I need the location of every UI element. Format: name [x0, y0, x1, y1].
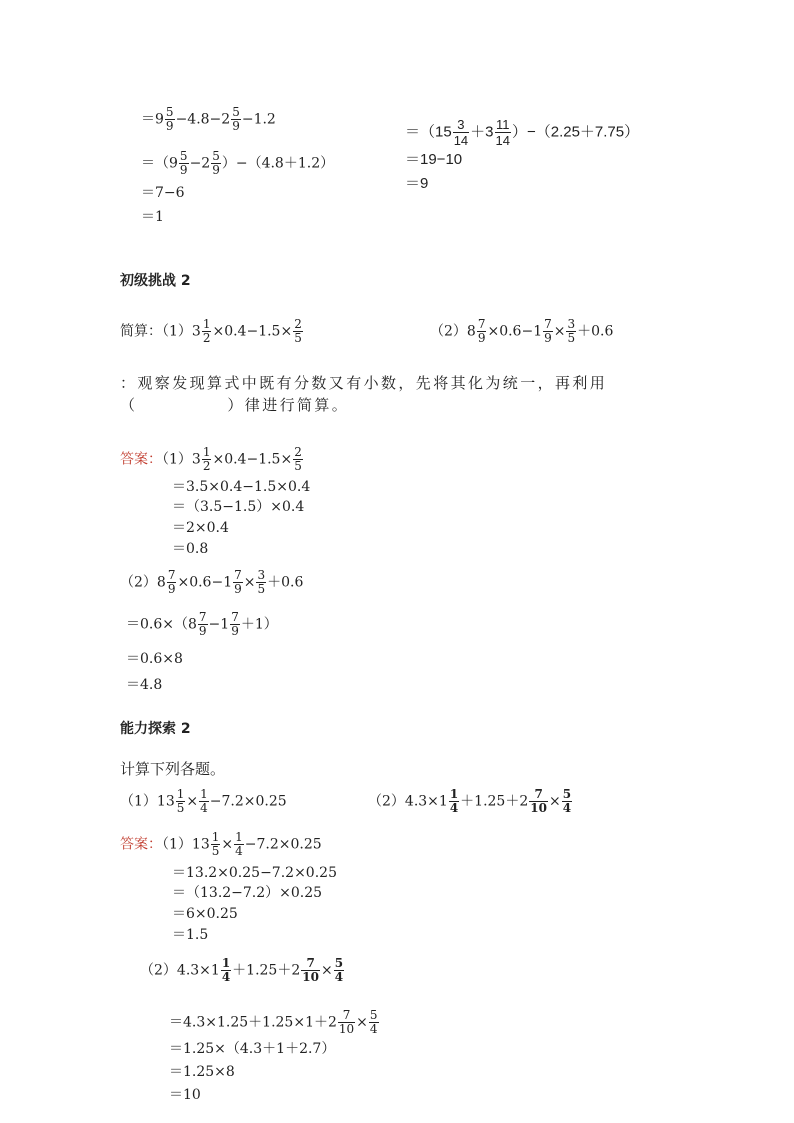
answer-1-step: ＝（3.5−1.5）×0.4 [172, 499, 305, 515]
answer-4-step: ＝4.3×1.25＋1.25×1＋2 $\frac{7}{10}$ × $\frac{5}{4}$ [169, 1008, 378, 1036]
top-right-line-2: ＝19−10 [405, 151, 463, 168]
answer-1-step: ＝3.5×0.4−1.5×0.4 [172, 479, 311, 495]
answer-3-step: ＝1.5 [172, 927, 209, 943]
top-left-line-1: ＝9 $\frac{5}{9}$ −4.8−2 $\frac{5}{9}$ −1.2 [141, 105, 276, 133]
problem-2-line: （2）8 $\frac{7}{9}$ ×0.6−1 $\frac{7}{9}$ × $\frac{3}{5}$ ＋0.6 [430, 317, 614, 345]
answer-2: （2）8 $\frac{7}{9}$ ×0.6−1 $\frac{7}{9}$ × $\frac{3}{5}$ ＋0.6 [120, 568, 304, 596]
answer-1: 答案：（1）3 $\frac{1}{2}$ ×0.4−1.5× $\frac{2}{5}$ [120, 445, 302, 473]
answer-4-step: ＝10 [169, 1087, 201, 1103]
answer-3-step: ＝6×0.25 [172, 906, 238, 922]
top-right-line-1: ＝（15 $\frac{3}{14}$ ＋3 $\frac{11}{14}$ ）−（2.25＋7.75） [405, 117, 640, 148]
answer-3: 答案：（1）13 $\frac{1}{5}$ × $\frac{1}{4}$ −7.2×0.25 [120, 830, 322, 858]
answer-label: 答案： [120, 835, 162, 852]
section-intro: 计算下列各题。 [120, 760, 226, 778]
answer-3-step: ＝13.2×0.25−7.2×0.25 [172, 865, 337, 881]
top-left-line-4: ＝1 [141, 209, 164, 225]
answer-label: 答案： [120, 450, 162, 467]
answer-2-step: ＝0.6×8 [126, 651, 183, 667]
answer-1-step: ＝2×0.4 [172, 520, 229, 536]
answer-2-step: ＝0.6×（8 $\frac{7}{9}$ −1 $\frac{7}{9}$ ＋1） [126, 610, 278, 638]
answer-3-step: ＝（13.2−7.2）×0.25 [172, 885, 323, 901]
answer-4: （2）4.3×1 $\frac{1}{4}$ ＋1.25＋2 $\frac{7}{10}$ × $\frac{5}{4}$ [140, 956, 344, 984]
problem-1-line: 简算：（1）3 $\frac{1}{2}$ ×0.4−1.5× $\frac{2}{5}$ [120, 317, 302, 345]
problem-3-line: （1）13 $\frac{1}{5}$ × $\frac{1}{4}$ −7.2×0.25 [120, 787, 287, 815]
section-heading-1: 初级挑战 2 [120, 273, 191, 289]
top-left-line-3: ＝7−6 [141, 185, 185, 201]
answer-4-step: ＝1.25×8 [169, 1064, 235, 1080]
top-right-line-3: ＝9 [405, 175, 429, 192]
answer-2-step: ＝4.8 [126, 677, 163, 693]
answer-4-step: ＝1.25×（4.3＋1＋2.7） [169, 1041, 336, 1057]
section-heading-2: 能力探索 2 [120, 721, 191, 737]
hint-text: ：观察发现算式中既有分数又有小数，先将其化为统一，再利用 （ ）律进行简算。 [120, 374, 608, 414]
top-left-line-2: ＝（9 $\frac{5}{9}$ −2 $\frac{5}{9}$ ）−（4.8＋1.2） [141, 149, 335, 177]
answer-1-step: ＝0.8 [172, 541, 209, 557]
problem-4-line: （2）4.3×1 $\frac{1}{4}$ ＋1.25＋2 $\frac{7}{10}$ × $\frac{5}{4}$ [368, 787, 572, 815]
